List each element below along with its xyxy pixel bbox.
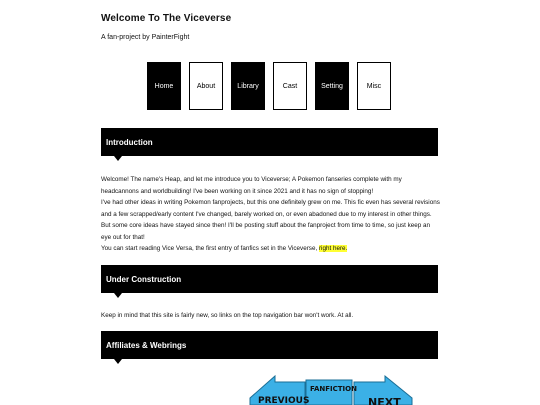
webring-banner [0, 372, 540, 405]
introduction-body [101, 174, 441, 255]
right-here-link[interactable]: right here. [318, 245, 348, 252]
webring-previous-link[interactable]: PREVIOUS [258, 396, 310, 405]
nav-home-button[interactable]: Home [147, 62, 181, 110]
nav-setting-button[interactable]: Setting [315, 62, 349, 110]
heading-pointer-icon [114, 156, 122, 161]
nav-cast-button[interactable]: Cast [273, 62, 307, 110]
site-title: Welcome To The Viceverse [101, 13, 232, 24]
top-navigation [147, 62, 391, 110]
under-construction-heading: Under Construction [106, 274, 182, 284]
under-construction-heading-bar [101, 265, 438, 293]
intro-start-reading [101, 243, 441, 255]
under-construction-text: Keep in mind that this site is fairly new, so links on the top navigation bar won't work. At all. [101, 312, 354, 319]
webring-fanfiction-link[interactable]: FANFICTION [310, 385, 357, 393]
heading-pointer-icon [114, 293, 122, 298]
nav-library-button[interactable]: Library [231, 62, 265, 110]
intro-paragraph: I've had other ideas in writing Pokemon fanprojects, but this one definitely grew on me. This fic even has several revisions and a few scrapped/early content I've changed, barely worked on, or even abadoned due to my interest in other things. But some core ideas have stayed since then! I'll be posting stuff about the fanproject from time to time, so just keep an eye out for that! [101, 199, 440, 241]
site-subtitle: A fan-project by PainterFight [101, 34, 190, 41]
nav-about-button[interactable]: About [189, 62, 223, 110]
heading-pointer-icon [114, 359, 122, 364]
webring-next-link[interactable]: NEXT [368, 396, 401, 405]
start-reading-text: You can start reading Vice Versa, the first entry of fanfics set in the Viceverse, [101, 245, 319, 252]
affiliates-heading-bar [101, 331, 438, 359]
intro-paragraph: Welcome! The name's Heap, and let me introduce you to Viceverse; A Pokemon fanseries complete with my headcannons and worldbuilding! I've been working on it since 2021 and it has no sign of stopping! [101, 176, 402, 195]
introduction-heading-bar [101, 128, 438, 156]
nav-misc-button[interactable]: Misc [357, 62, 391, 110]
introduction-heading: Introduction [106, 137, 153, 147]
affiliates-heading: Affiliates & Webrings [106, 340, 187, 350]
